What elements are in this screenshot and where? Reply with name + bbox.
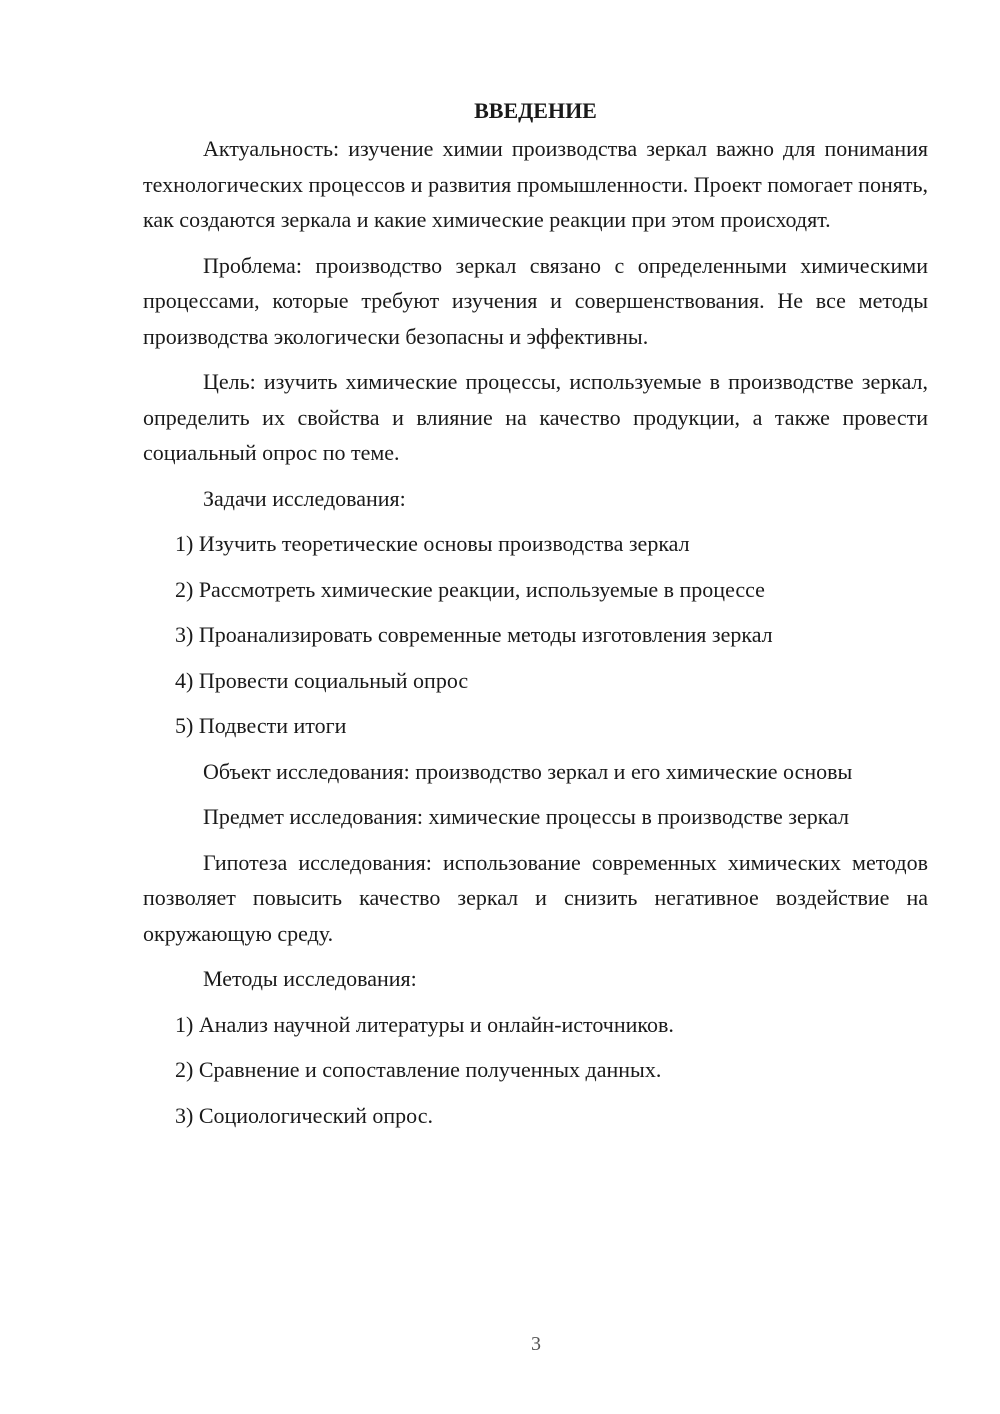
problem-paragraph: Проблема: производство зеркал связано с определенными химическими процессами, которые требуют изучения и совершенствования. Не все методы производства экологически безопасны и эффективны. xyxy=(143,252,928,349)
methods-list xyxy=(143,1007,928,1134)
page-number: 3 xyxy=(531,1333,541,1355)
hypothesis-paragraph: Гипотеза исследования: использование современных химических методов позволяет повысить качество зеркал и снизить негативное воздействие на окружающую среду. xyxy=(143,849,928,946)
tasks-list xyxy=(143,526,928,744)
relevance-paragraph: Актуальность: изучение химии производства зеркал важно для понимания технологических процессов и развития промышленности. Проект помогает понять, как создаются зеркала и какие химические реакции при этом происходят. xyxy=(143,136,928,232)
methods-title: Методы исследования: xyxy=(203,966,417,991)
object-paragraph: Объект исследования: производство зеркал и его химические основы xyxy=(203,758,853,784)
list-item: 1) Изучить теоретические основы производства зеркал xyxy=(175,531,690,556)
list-item: 4) Провести социальный опрос xyxy=(175,667,469,693)
list-item: 2) Рассмотреть химические реакции, используемые в процессе xyxy=(175,576,765,602)
list-item: 1) Анализ научной литературы и онлайн-источников. xyxy=(175,1011,674,1037)
tasks-title: Задачи исследования: xyxy=(203,485,406,511)
goal-paragraph: Цель: изучить химические процессы, используемые в производстве зеркал, определить их свойства и влияние на качество продукции, а также провести социальный опрос по теме. xyxy=(143,369,928,465)
page-content xyxy=(143,93,928,1143)
list-item: 3) Проанализировать современные методы изготовления зеркал xyxy=(175,622,773,647)
subject-paragraph: Предмет исследования: химические процессы в производстве зеркал xyxy=(203,804,850,829)
list-item: 3) Социологический опрос. xyxy=(175,1102,433,1128)
list-item: 2) Сравнение и сопоставление полученных данных. xyxy=(175,1057,662,1082)
list-item: 5) Подвести итоги xyxy=(175,713,347,738)
section-heading: ВВЕДЕНИЕ xyxy=(474,98,597,123)
